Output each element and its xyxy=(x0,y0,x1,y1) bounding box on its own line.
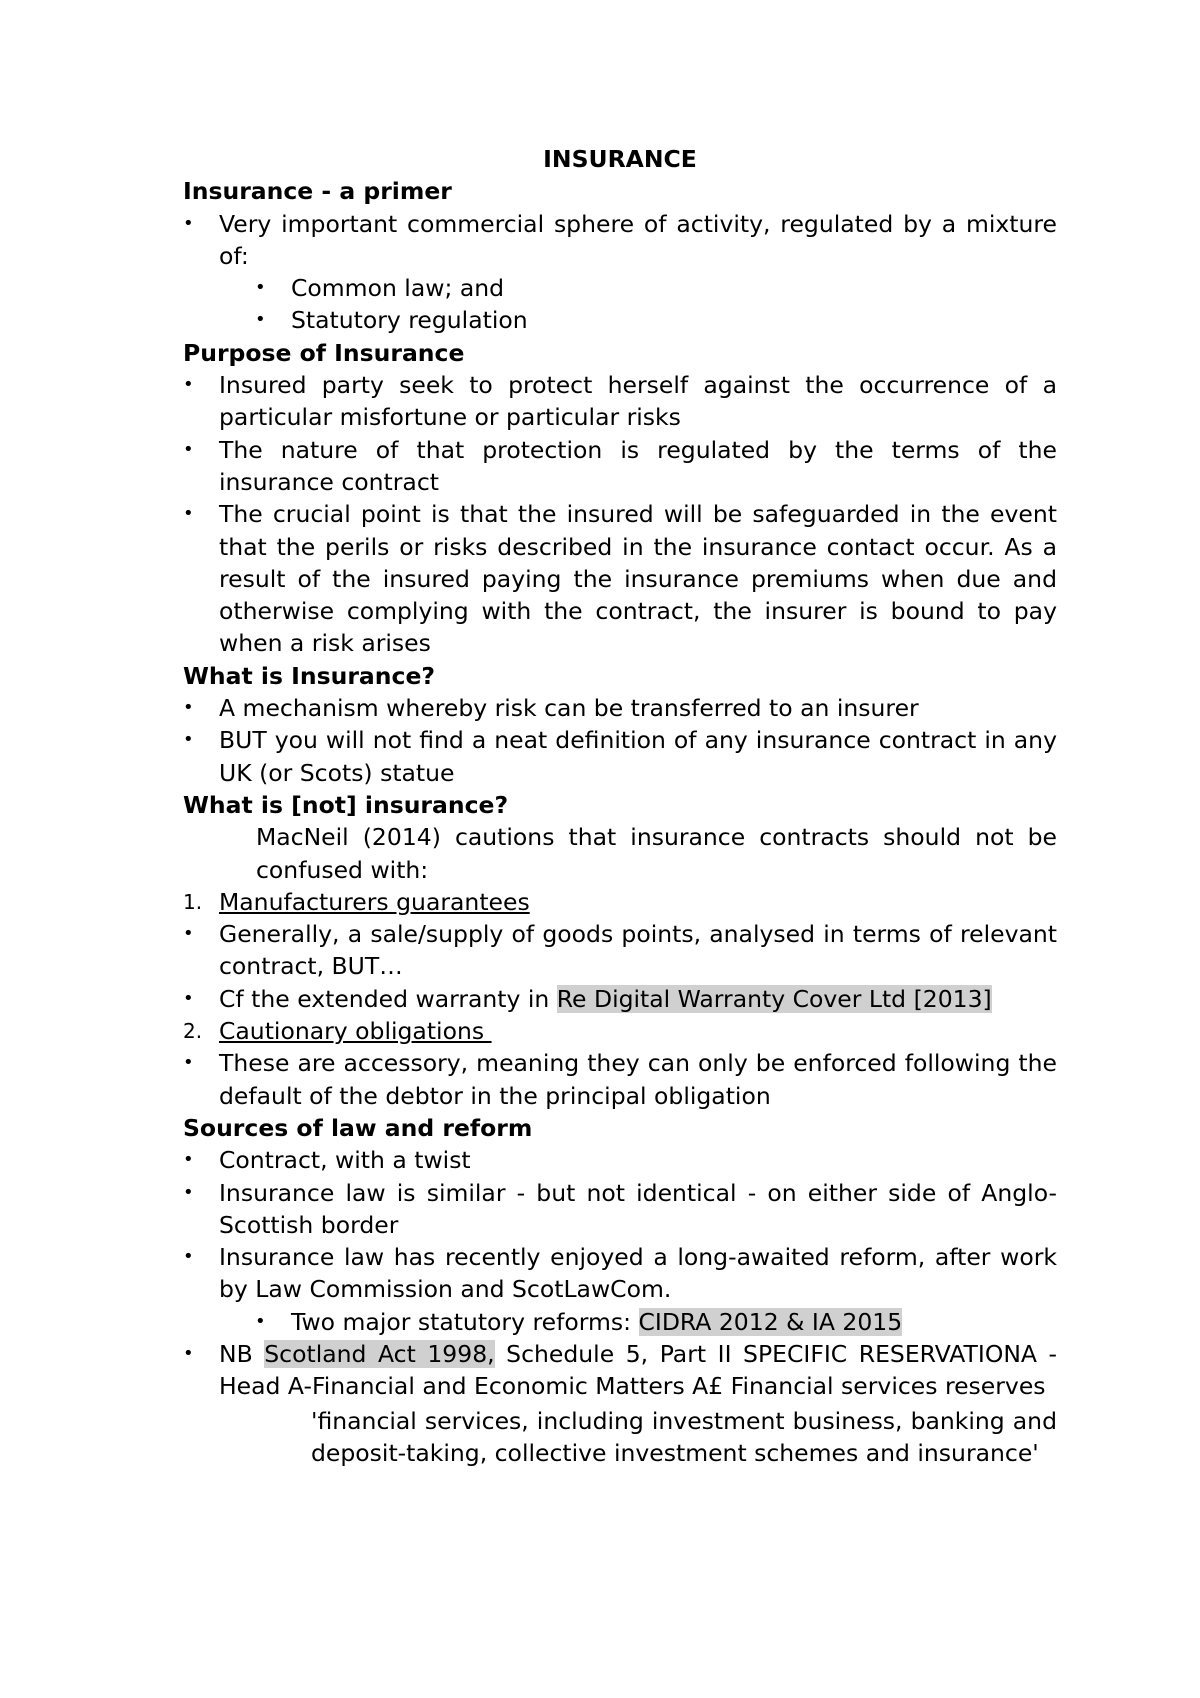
bullet-item xyxy=(183,369,1057,434)
bullet-item xyxy=(183,724,1057,789)
bullet-item xyxy=(183,1177,1057,1242)
bullet-text: Contract, with a twist xyxy=(219,1146,471,1175)
bullet-icon: • xyxy=(183,697,194,719)
list-number: 1. xyxy=(183,889,203,914)
bullet-text: Insurance law is similar - but not identical - on either side of Anglo-Scottish border xyxy=(219,1178,1057,1239)
block-quote: 'financial services, including investment business, banking and deposit-taking, collective investment schemes and insurance' xyxy=(311,1406,1057,1467)
bullet-text: Cf the extended warranty in xyxy=(219,984,557,1013)
bullet-text: Insurance law has recently enjoyed a long-awaited reform, after work by Law Commission and ScotLawCom. xyxy=(219,1243,1057,1304)
bullet-item xyxy=(183,918,1057,983)
bullet-icon: • xyxy=(183,212,194,234)
bullet-text: Generally, a sale/supply of goods points, analysed in terms of relevant contract, BUT… xyxy=(219,920,1057,981)
bullet-text: Schedule 5, Part II SPECIFIC RESERVATIONA - Head A-Financial and Economic Matters A£ Financial services reserves xyxy=(219,1339,1058,1401)
bullet-item xyxy=(183,983,1057,1015)
bullet-icon: • xyxy=(183,503,194,525)
bullet-text: NB xyxy=(219,1339,265,1368)
bullet-text: Statutory regulation xyxy=(291,306,528,335)
bullet-icon: • xyxy=(255,309,266,331)
bullet-text: Two major statutory reforms: xyxy=(291,1307,639,1336)
bullet-text: A mechanism whereby risk can be transferred to an insurer xyxy=(219,694,919,723)
bullet-item xyxy=(183,208,1057,273)
document-body xyxy=(183,143,1057,1469)
numbered-item xyxy=(183,886,1057,918)
sub-bullet-item xyxy=(255,304,1057,336)
case-citation-highlight: Re Digital Warranty Cover Ltd [2013] xyxy=(556,984,992,1013)
bullet-icon: • xyxy=(183,1181,194,1203)
bullet-text: Common law; and xyxy=(291,274,505,303)
intro-paragraph: MacNeil (2014) cautions that insurance contracts should not be confused with: xyxy=(256,823,1057,884)
document-title: INSURANCE xyxy=(543,145,697,173)
bullet-text: The crucial point is that the insured will be safeguarded in the event that the perils or risks described in the insurance contact occur. As a result of the insured paying the insurance premiums when due and otherwise complying with the contract, the insurer is bound to pay when a risk arises xyxy=(219,500,1057,658)
bullet-icon: • xyxy=(183,1052,194,1074)
bullet-item xyxy=(183,1047,1057,1112)
heading-sources-of-law: Sources of law and reform xyxy=(183,1113,533,1142)
bullet-item xyxy=(183,1338,1057,1403)
list-number: 2. xyxy=(183,1019,203,1044)
bullet-item xyxy=(183,692,1057,724)
heading-what-is-insurance: What is Insurance? xyxy=(183,661,436,690)
bullet-item xyxy=(183,1144,1057,1176)
bullet-icon: • xyxy=(183,729,194,751)
bullet-icon: • xyxy=(183,987,194,1009)
bullet-icon: • xyxy=(255,1310,266,1332)
sub-bullet-item xyxy=(255,272,1057,304)
heading-what-is-not-insurance: What is [not] insurance? xyxy=(183,790,509,819)
bullet-text: Insured party seek to protect herself against the occurrence of a particular misfortune or particular risks xyxy=(219,371,1057,432)
bullet-icon: • xyxy=(183,1149,194,1171)
bullet-text: The nature of that protection is regulated by the terms of the insurance contract xyxy=(219,435,1057,496)
sub-bullet-item xyxy=(255,1306,1057,1338)
bullet-text: BUT you will not find a neat definition of any insurance contract in any UK (or Scots) statue xyxy=(219,726,1057,787)
statute-highlight: Scotland Act 1998, xyxy=(264,1339,495,1368)
numbered-item-label: Manufacturers guarantees xyxy=(219,887,530,916)
bullet-icon: • xyxy=(183,923,194,945)
bullet-item xyxy=(183,434,1057,499)
statute-highlight: CIDRA 2012 & IA 2015 xyxy=(638,1307,903,1336)
numbered-item xyxy=(183,1015,1057,1047)
bullet-icon: • xyxy=(183,1342,194,1364)
heading-purpose-of-insurance: Purpose of Insurance xyxy=(183,338,465,367)
bullet-icon: • xyxy=(183,1246,194,1268)
numbered-item-label: Cautionary obligations xyxy=(219,1017,492,1046)
bullet-text: These are accessory, meaning they can only be enforced following the default of the debtor in the principal obligation xyxy=(219,1049,1057,1110)
bullet-icon: • xyxy=(255,277,266,299)
bullet-item xyxy=(183,498,1057,659)
bullet-text: Very important commercial sphere of activity, regulated by a mixture of: xyxy=(219,209,1057,270)
bullet-icon: • xyxy=(183,374,194,396)
bullet-item xyxy=(183,1241,1057,1306)
heading-insurance-primer: Insurance - a primer xyxy=(183,177,452,206)
bullet-icon: • xyxy=(183,438,194,460)
